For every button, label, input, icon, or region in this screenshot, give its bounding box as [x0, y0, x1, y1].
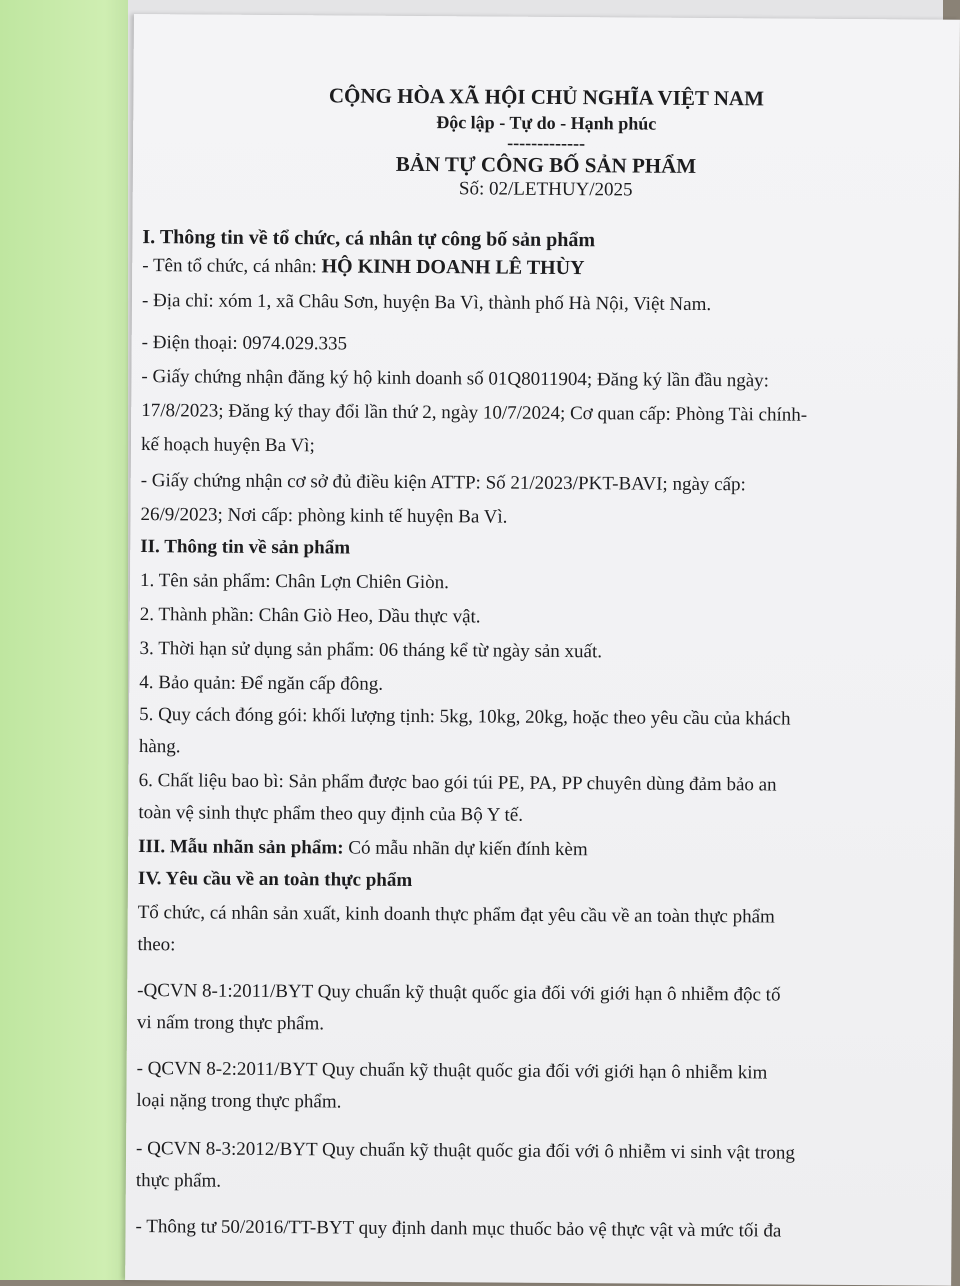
section-3-heading: III. Mẫu nhãn sản phẩm: [138, 836, 344, 859]
food-safety-cert-line-1: - Giấy chứng nhận cơ sở đủ điều kiện ATTP: Số 21/2023/PKT-BAVI; ngày cấp: [140, 470, 746, 496]
qcvn-8-1-line-2: vi nấm trong thực phẩm. [136, 1012, 325, 1035]
safety-intro-line-2: theo: [137, 934, 176, 956]
business-reg-line-3: kế hoạch huyện Ba Vì; [140, 434, 315, 457]
qcvn-8-2-line-2: loại nặng trong thực phẩm. [136, 1090, 342, 1113]
qcvn-8-3-line-1: - QCVN 8-3:2012/BYT Quy chuẩn kỹ thuật quốc gia đối với ô nhiễm vi sinh vật trong [136, 1138, 795, 1164]
packaging-material-line-2: toàn vệ sinh thực phẩm theo quy định của Bộ Y tế. [138, 802, 524, 826]
packaging-spec-line-2: hàng. [138, 736, 181, 758]
business-reg-line-2: 17/8/2023; Đăng ký thay đổi lần thứ 2, ngày 10/7/2024; Cơ quan cấp: Phòng Tài chính- [141, 400, 808, 426]
org-name-line [142, 254, 584, 280]
document-title: BẢN TỰ CÔNG BỐ SẢN PHẨM [395, 151, 697, 178]
document-page [125, 14, 960, 1286]
document-number: Số: 02/LETHUY/2025 [458, 178, 633, 201]
packaging-material-line-1: 6. Chất liệu bao bì: Sản phẩm được bao gói túi PE, PA, PP chuyên dùng đảm bảo an [138, 770, 777, 796]
org-name-value: HỘ KINH DOANH LÊ THÙY [321, 255, 585, 280]
section-4-heading: IV. Yêu cầu về an toàn thực phẩm [137, 868, 413, 891]
motto: Độc lập - Tự do - Hạnh phúc [436, 112, 657, 134]
product-name: 1. Tên sản phẩm: Chân Lợn Chiên Giòn. [139, 570, 450, 594]
product-shelf-life: 3. Thời hạn sử dụng sản phẩm: 06 tháng kể từ ngày sản xuất. [139, 638, 603, 663]
product-storage: 4. Bảo quản: Để ngăn cấp đông. [139, 672, 384, 695]
product-ingredients: 2. Thành phần: Chân Giò Heo, Dầu thực vật. [139, 604, 481, 628]
circular-50-line-1: - Thông tư 50/2016/TT-BYT quy định danh mục thuốc bảo vệ thực vật và mức tối đa [135, 1216, 782, 1242]
section-3-line [138, 836, 588, 861]
safety-intro-line-1: Tổ chức, cá nhân sản xuất, kinh doanh thực phẩm đạt yêu cầu về an toàn thực phẩm [137, 902, 775, 928]
label-sample-text: Có mẫu nhãn dự kiến đính kèm [348, 837, 588, 861]
phone-line: - Điện thoại: 0974.029.335 [141, 332, 348, 355]
org-name-label: - Tên tổ chức, cá nhân: [142, 255, 317, 278]
qcvn-8-3-line-2: thực phẩm. [135, 1170, 222, 1192]
food-safety-cert-line-2: 26/9/2023; Nơi cấp: phòng kinh tế huyện Ba Vì. [140, 504, 508, 528]
packaging-spec-line-1: 5. Quy cách đóng gói: khối lượng tịnh: 5kg, 10kg, 20kg, hoặc theo yêu cầu của khách [139, 704, 791, 730]
qcvn-8-2-line-1: - QCVN 8-2:2011/BYT Quy chuẩn kỹ thuật quốc gia đối với giới hạn ô nhiễm kim [136, 1058, 768, 1084]
section-1-heading: I. Thông tin về tổ chức, cá nhân tự công bố sản phẩm [142, 226, 596, 252]
country-name: CỘNG HÒA XÃ HỘI CHỦ NGHĨA VIỆT NAM [328, 83, 765, 111]
section-2-heading: II. Thông tin về sản phẩm [140, 536, 351, 559]
header-separator: ------------- [507, 132, 586, 154]
address-line: - Địa chỉ: xóm 1, xã Châu Sơn, huyện Ba Vì, thành phố Hà Nội, Việt Nam. [141, 290, 712, 316]
business-reg-line-1: - Giấy chứng nhận đăng ký hộ kinh doanh số 01Q8011904; Đăng ký lần đầu ngày: [141, 366, 770, 392]
qcvn-8-1-line-1: -QCVN 8-1:2011/BYT Quy chuẩn kỹ thuật quốc gia đối với giới hạn ô nhiễm độc tố [137, 980, 781, 1006]
